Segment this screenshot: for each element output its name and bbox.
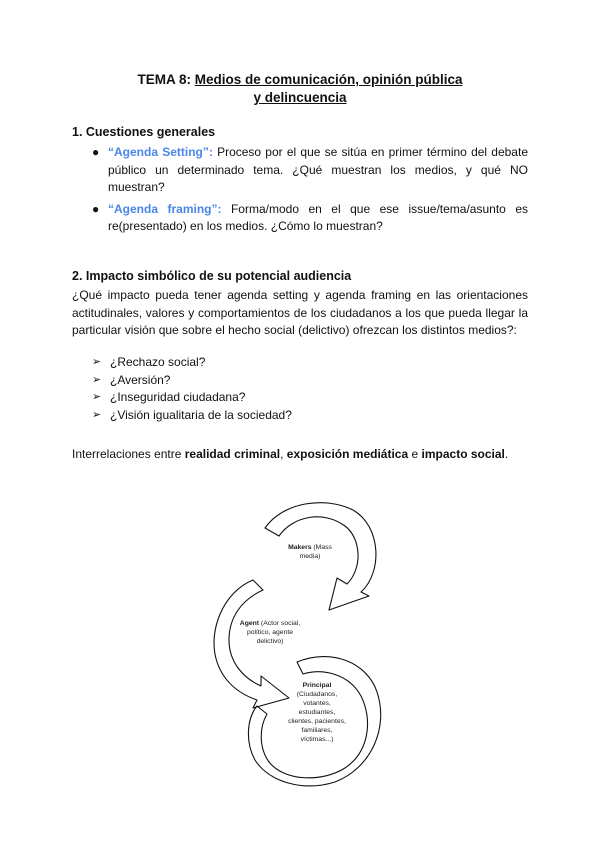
title-prefix: TEMA 8: <box>137 72 195 87</box>
bold-term: impacto social <box>421 447 505 461</box>
principal-line: estudiantes, <box>298 709 336 716</box>
makers-label-2: media) <box>299 553 321 560</box>
bold-term: realidad criminal <box>184 447 281 461</box>
arrow-bullet-icon: ➢ <box>92 373 102 386</box>
bullet-icon: ● <box>92 201 100 216</box>
question-list <box>92 354 292 424</box>
principal-line: familiares, <box>301 727 333 734</box>
definition-list <box>92 144 528 240</box>
principal-line: víctimas...) <box>300 736 334 743</box>
list-item <box>92 201 528 236</box>
section2-paragraph: ¿Qué impacto pueda tener agenda setting y agenda framing en las orientaciones actitudinales, valores y comportamientos de los ciudadanos a los que pueda llegar la particular visión que sobre el hecho social (delictivo) ofrezcan los distintos medios?: <box>72 288 528 337</box>
agent-label-1: Agent (Actor social, <box>239 620 301 627</box>
arrow-bullet-icon: ➢ <box>92 391 102 403</box>
arrow-bullet-icon: ➢ <box>92 408 102 421</box>
title-line-2: y delincuencia <box>253 90 347 105</box>
principal-line: votantes, <box>303 700 331 707</box>
list-item: ➢ ¿Inseguridad ciudadana? <box>92 389 292 407</box>
section2-heading: 2. Impacto simbólico de su potencial audiencia <box>72 269 352 283</box>
principal-line: (Ciudadanos, <box>296 691 338 698</box>
list-item <box>92 144 528 197</box>
page-title <box>0 71 600 107</box>
makers-label-1: Makers (Mass <box>288 544 332 551</box>
cycle-arrow-top <box>265 503 376 610</box>
arrow-bullet-icon: ➢ <box>92 356 102 368</box>
principal-label: Principal <box>302 682 332 689</box>
section1-heading: 1. Cuestiones generales <box>72 125 216 139</box>
agent-label-2: político, agente <box>246 629 294 636</box>
term-agenda-setting: “Agenda Setting”: <box>108 145 213 159</box>
term-agenda-framing: “Agenda framing”: <box>108 201 222 216</box>
list-item: ➢ ¿Visión igualitaria de la sociedad? <box>92 407 292 425</box>
interrelations-sentence: Interrelaciones entre realidad criminal, exposición mediática e impacto social. <box>72 447 509 461</box>
list-item: ➢ ¿Aversión? <box>92 372 292 390</box>
bullet-icon: ● <box>92 145 100 159</box>
title-line-1: Medios de comunicación, opinión pública <box>194 72 463 87</box>
definition-text: Forma/modo en el que ese issue/tema/asunto es re(presentado) en los medios. ¿Cómo lo muestran? <box>108 201 528 233</box>
list-item: ➢ ¿Rechazo social? <box>92 354 292 372</box>
definition-text: Proceso por el que se sitúa en primer término del debate público un determinado tema. ¿Qué muestran los medios, y qué NO muestran? <box>108 145 528 194</box>
bold-term: exposición mediática <box>286 447 409 461</box>
agent-label-3: delictivo) <box>256 638 284 645</box>
cycle-diagram <box>205 492 385 792</box>
principal-line: clientes, pacientes, <box>288 718 346 725</box>
